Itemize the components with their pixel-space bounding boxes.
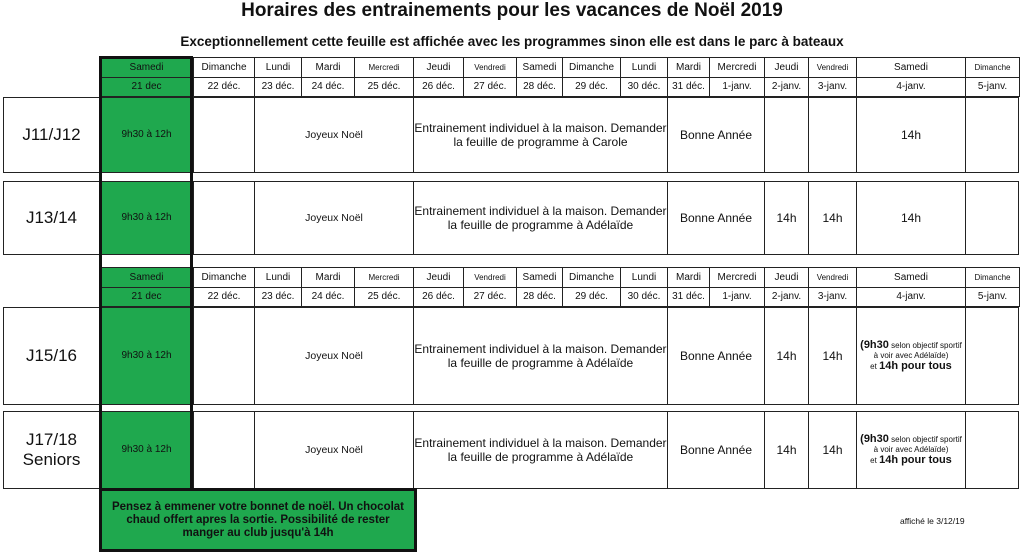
saturday-4-cell: 14h bbox=[856, 97, 966, 173]
date-header: 3-janv. bbox=[808, 287, 857, 307]
empty-cell bbox=[193, 97, 255, 173]
date-header: 24 déc. bbox=[301, 287, 355, 307]
empty-cell bbox=[193, 411, 255, 489]
new-year-cell: Bonne Année bbox=[667, 411, 765, 489]
home-training-cell: Entrainement individuel à la maison. Demander la feuille de programme à Adélaïde bbox=[413, 307, 668, 405]
day-header: Dimanche bbox=[193, 267, 255, 288]
date-header: 2-janv. bbox=[764, 287, 809, 307]
home-training-cell: Entrainement individuel à la maison. Demander la feuille de programme à Adélaïde bbox=[413, 411, 668, 489]
date-header: 31 déc. bbox=[667, 287, 710, 307]
time-b: 14h pour tous bbox=[879, 454, 952, 466]
time-a: (9h30 bbox=[860, 339, 889, 351]
noel-cell: Joyeux Noël bbox=[254, 97, 414, 173]
date-header: 29 déc. bbox=[562, 287, 621, 307]
friday-cell: 14h bbox=[808, 307, 857, 405]
saturday-4-cell bbox=[856, 307, 966, 405]
thursday-cell: 14h bbox=[764, 307, 809, 405]
date-header: 28 déc. bbox=[516, 287, 563, 307]
date-header: 4-janv. bbox=[856, 77, 966, 97]
day-header: Jeudi bbox=[413, 267, 464, 288]
date-header: 3-janv. bbox=[808, 77, 857, 97]
saturday-4-text bbox=[857, 434, 965, 466]
date-header: 21 dec bbox=[99, 77, 194, 97]
day-header: Mardi bbox=[667, 267, 710, 288]
empty-cell bbox=[965, 97, 1019, 173]
new-year-cell: Bonne Année bbox=[667, 307, 765, 405]
day-header: Dimanche bbox=[193, 57, 255, 78]
day-header: Vendredi bbox=[808, 57, 857, 78]
date-header: 22 déc. bbox=[193, 77, 255, 97]
day-header: Lundi bbox=[254, 57, 302, 78]
day-header: Lundi bbox=[620, 57, 668, 78]
date-header: 23 déc. bbox=[254, 287, 302, 307]
date-header: 25 déc. bbox=[354, 77, 414, 97]
note-a: selon objectif sportif à voir avec Adélaïde) bbox=[873, 341, 962, 360]
day-header: Samedi bbox=[516, 57, 563, 78]
thursday-cell: 14h bbox=[764, 411, 809, 489]
page-title: Horaires des entrainements pour les vacances de Noël 2019 bbox=[241, 0, 783, 21]
day-header: Mardi bbox=[301, 57, 355, 78]
date-header: 1-janv. bbox=[709, 77, 765, 97]
day-header: Dimanche bbox=[562, 267, 621, 288]
home-training-cell: Entrainement individuel à la maison. Demander la feuille de programme à Carole bbox=[413, 97, 668, 173]
thursday-cell: 14h bbox=[764, 181, 809, 255]
date-header: 30 déc. bbox=[620, 77, 668, 97]
date-header: 27 déc. bbox=[463, 77, 517, 97]
day-header: Vendredi bbox=[463, 57, 517, 78]
thursday-cell bbox=[764, 97, 809, 173]
day-header: Mercredi bbox=[709, 57, 765, 78]
posted-date: affiché le 3/12/19 bbox=[900, 516, 965, 526]
noel-cell: Joyeux Noël bbox=[254, 411, 414, 489]
date-header: 29 déc. bbox=[562, 77, 621, 97]
saturday-session: 9h30 à 12h bbox=[99, 307, 194, 405]
day-header: Mardi bbox=[301, 267, 355, 288]
day-header: Mercredi bbox=[354, 267, 414, 288]
saturday-4-cell: 14h bbox=[856, 181, 966, 255]
date-header: 31 déc. bbox=[667, 77, 710, 97]
date-header: 5-janv. bbox=[965, 77, 1020, 97]
friday-cell: 14h bbox=[808, 181, 857, 255]
date-header: 22 déc. bbox=[193, 287, 255, 307]
date-header: 4-janv. bbox=[856, 287, 966, 307]
noel-cell: Joyeux Noël bbox=[254, 307, 414, 405]
group-label: J11/J12 bbox=[3, 97, 100, 173]
new-year-cell: Bonne Année bbox=[667, 181, 765, 255]
empty-cell bbox=[193, 181, 255, 255]
day-header: Jeudi bbox=[764, 57, 809, 78]
empty-cell bbox=[965, 307, 1019, 405]
day-header: Mercredi bbox=[354, 57, 414, 78]
group-label: J17/18 Seniors bbox=[3, 411, 100, 489]
time-b: 14h pour tous bbox=[879, 360, 952, 372]
note-a: selon objectif sportif à voir avec Adélaïde) bbox=[873, 435, 962, 454]
date-header: 27 déc. bbox=[463, 287, 517, 307]
day-header: Lundi bbox=[620, 267, 668, 288]
day-header: Samedi bbox=[99, 57, 194, 78]
date-header: 1-janv. bbox=[709, 287, 765, 307]
empty-cell bbox=[965, 181, 1019, 255]
day-header: Dimanche bbox=[562, 57, 621, 78]
day-header: Mercredi bbox=[709, 267, 765, 288]
saturday-session: 9h30 à 12h bbox=[99, 97, 194, 173]
saturday-session: 9h30 à 12h bbox=[99, 411, 194, 489]
connector: et bbox=[870, 456, 880, 465]
day-header: Jeudi bbox=[764, 267, 809, 288]
day-header: Vendredi bbox=[463, 267, 517, 288]
saturday-session: 9h30 à 12h bbox=[99, 181, 194, 255]
saturday-4-text bbox=[857, 340, 965, 372]
day-header: Samedi bbox=[856, 57, 966, 78]
day-header: Samedi bbox=[856, 267, 966, 288]
group-label: J13/14 bbox=[3, 181, 100, 255]
day-header: Samedi bbox=[516, 267, 563, 288]
date-header: 26 déc. bbox=[413, 287, 464, 307]
day-header: Samedi bbox=[99, 267, 194, 288]
date-header: 23 déc. bbox=[254, 77, 302, 97]
date-header: 5-janv. bbox=[965, 287, 1020, 307]
note-box: Pensez à emmener votre bonnet de noël. Un chocolat chaud offert apres la sortie. Possibilité de rester manger au club jusqu'à 14h bbox=[99, 488, 417, 552]
saturday-4-cell bbox=[856, 411, 966, 489]
friday-cell: 14h bbox=[808, 411, 857, 489]
day-header: Dimanche bbox=[965, 57, 1020, 78]
friday-cell bbox=[808, 97, 857, 173]
time-a: (9h30 bbox=[860, 433, 889, 445]
day-header: Jeudi bbox=[413, 57, 464, 78]
group-label: J15/16 bbox=[3, 307, 100, 405]
date-header: 25 déc. bbox=[354, 287, 414, 307]
day-header: Dimanche bbox=[965, 267, 1020, 288]
noel-cell: Joyeux Noël bbox=[254, 181, 414, 255]
date-header: 30 déc. bbox=[620, 287, 668, 307]
date-header: 24 déc. bbox=[301, 77, 355, 97]
day-header: Vendredi bbox=[808, 267, 857, 288]
empty-cell bbox=[965, 411, 1019, 489]
connector: et bbox=[870, 362, 880, 371]
day-header: Mardi bbox=[667, 57, 710, 78]
date-header: 26 déc. bbox=[413, 77, 464, 97]
new-year-cell: Bonne Année bbox=[667, 97, 765, 173]
day-header: Lundi bbox=[254, 267, 302, 288]
home-training-cell: Entrainement individuel à la maison. Demander la feuille de programme à Adélaïde bbox=[413, 181, 668, 255]
empty-cell bbox=[193, 307, 255, 405]
date-header: 28 déc. bbox=[516, 77, 563, 97]
date-header: 21 dec bbox=[99, 287, 194, 307]
date-header: 2-janv. bbox=[764, 77, 809, 97]
page-subtitle: Exceptionnellement cette feuille est affichée avec les programmes sinon elle est dans le parc à bateaux bbox=[180, 34, 844, 49]
